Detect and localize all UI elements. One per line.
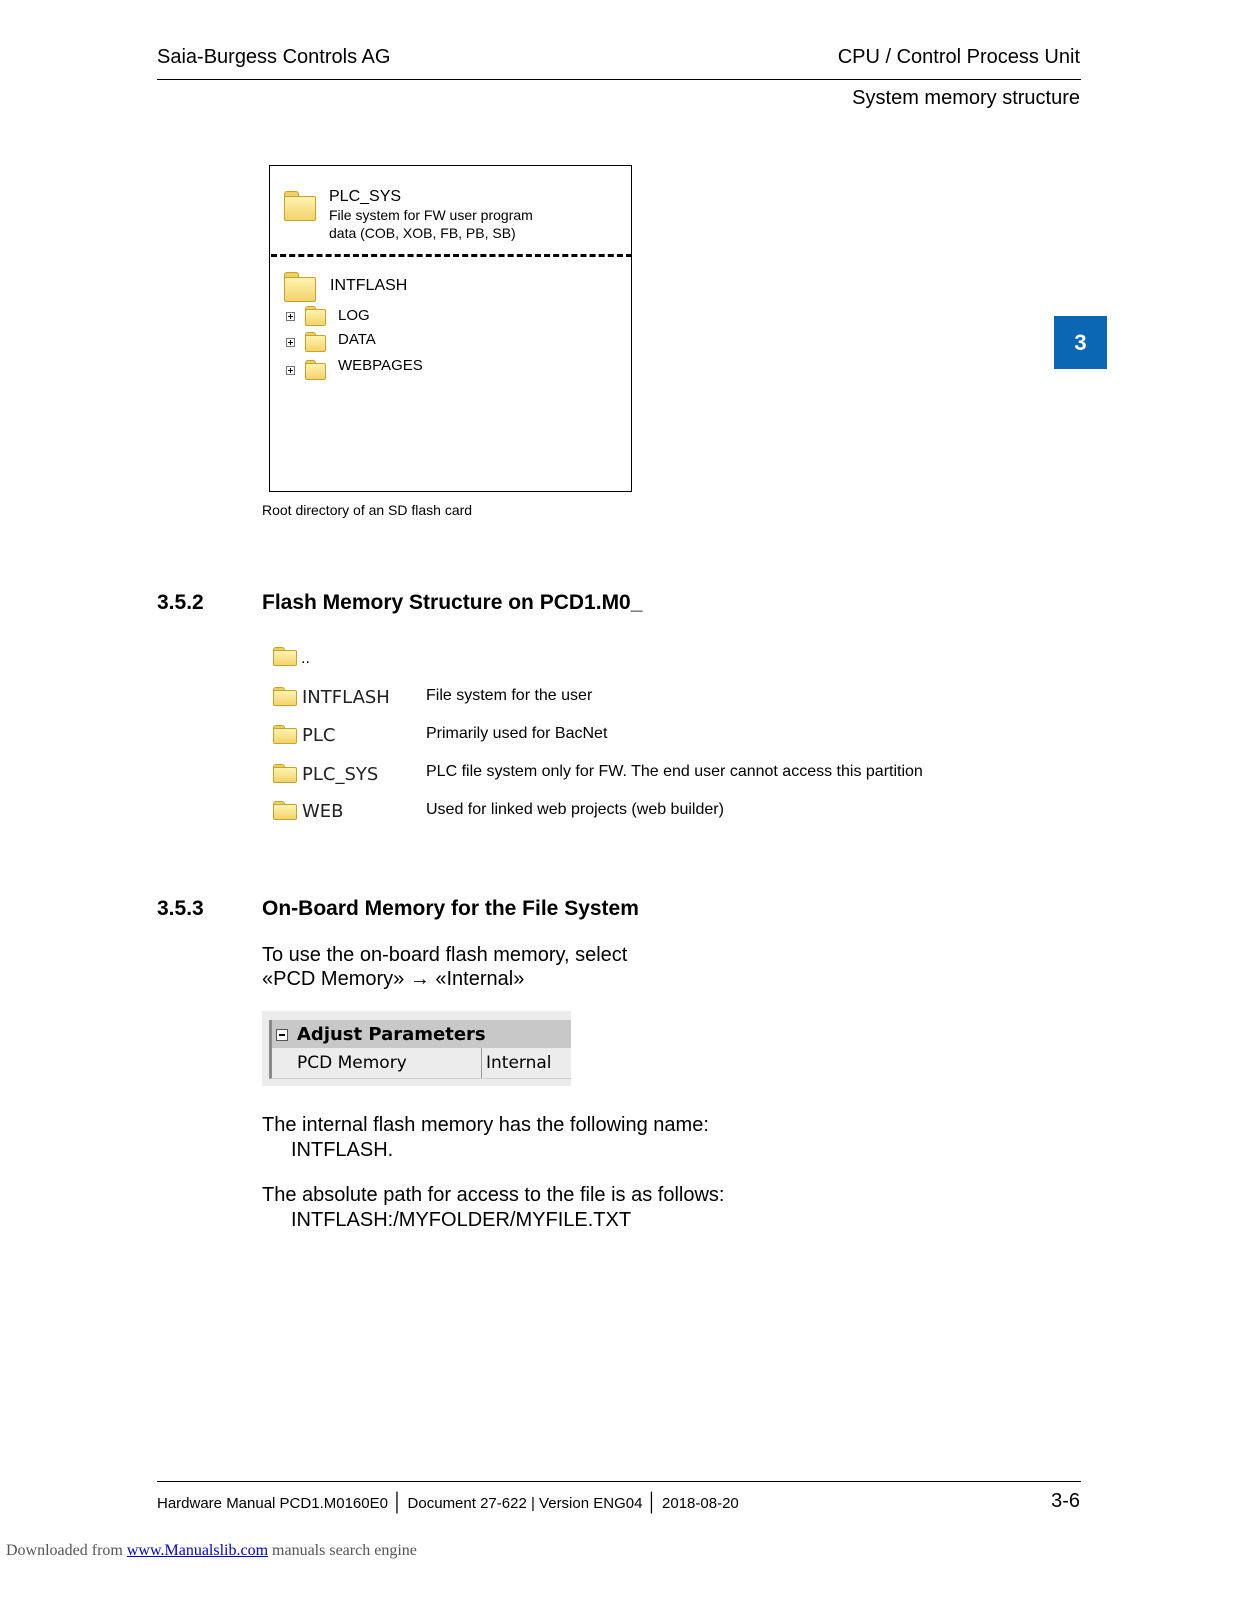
intflash-row-name: INTFLASH	[302, 687, 390, 708]
tree-item-log[interactable]: LOG	[338, 307, 370, 324]
plc-sys-desc-line1: File system for FW user program	[329, 207, 533, 223]
adjust-parameters-title: Adjust Parameters	[297, 1024, 486, 1045]
chapter-tab: 3	[1054, 316, 1107, 369]
web-row-desc: Used for linked web projects (web builder)	[426, 801, 724, 818]
instruction-line1: To use the on-board flash memory, select	[262, 944, 628, 966]
plc-sys-folder-icon	[284, 191, 316, 221]
partition-divider	[271, 254, 632, 257]
plc-sys-label: PLC_SYS	[329, 188, 402, 205]
plc-row-name: PLC	[302, 725, 336, 746]
tree-item-webpages[interactable]: WEBPAGES	[338, 357, 423, 374]
webpages-folder-icon	[305, 360, 326, 380]
section-number-352: 3.5.2	[157, 591, 204, 614]
section-number-353: 3.5.3	[157, 897, 204, 920]
path-paragraph-line2: INTFLASH:/MYFOLDER/MYFILE.TXT	[291, 1209, 632, 1231]
chapter-title: CPU / Control Process Unit	[837, 46, 1080, 68]
page-number: 3-6	[1051, 1490, 1080, 1512]
footer-rule	[157, 1481, 1081, 1482]
intflash-row-desc: File system for the user	[426, 687, 593, 704]
pcd-memory-value[interactable]: Internal	[486, 1053, 552, 1073]
expand-data-icon[interactable]	[286, 338, 295, 347]
download-suffix: manuals search engine	[268, 1542, 417, 1559]
intflash-folder-icon	[284, 272, 316, 302]
instruction-line2: «PCD Memory» → «Internal»	[262, 968, 525, 990]
manualslib-link[interactable]: www.Manualslib.com	[126, 1542, 269, 1559]
footer-separator: │	[646, 1492, 658, 1512]
plc-row-folder-icon	[273, 725, 297, 744]
tree-item-data[interactable]: DATA	[338, 331, 376, 348]
expand-webpages-icon[interactable]	[286, 366, 295, 375]
footer-document-info	[157, 1492, 739, 1513]
pcd-memory-label: PCD Memory	[297, 1053, 407, 1073]
data-folder-icon	[305, 332, 326, 352]
plc-sys-row-desc: PLC file system only for FW. The end user cannot access this partition	[426, 763, 923, 780]
footer-date: 2018-08-20	[662, 1495, 739, 1512]
footer-version: Version ENG04	[539, 1495, 643, 1512]
section-title-352: Flash Memory Structure on PCD1.M0_	[262, 591, 643, 614]
company-name: Saia-Burgess Controls AG	[157, 46, 391, 68]
section-title-353: On-Board Memory for the File System	[262, 897, 639, 920]
expand-log-icon[interactable]	[286, 312, 295, 321]
footer-separator: │	[392, 1492, 404, 1512]
intflash-row-folder-icon	[273, 687, 297, 706]
path-paragraph-line1: The absolute path for access to the file is as follows:	[262, 1184, 725, 1206]
download-notice	[6, 1542, 417, 1560]
name-paragraph-line1: The internal flash memory has the following name:	[262, 1114, 709, 1136]
web-row-name: WEB	[302, 801, 344, 822]
footer-document: Document 27-622	[407, 1495, 527, 1512]
section-heading: System memory structure	[852, 87, 1080, 109]
footer-manual: Hardware Manual PCD1.M0160E0	[157, 1495, 388, 1512]
parent-folder-icon	[273, 647, 297, 666]
download-prefix: Downloaded from	[6, 1542, 127, 1559]
intflash-label: INTFLASH	[330, 277, 408, 294]
diagram-caption: Root directory of an SD flash card	[262, 502, 473, 518]
parent-dir-label: ..	[301, 650, 310, 667]
log-folder-icon	[305, 306, 326, 326]
column-separator	[481, 1048, 482, 1078]
plc-sys-row-name: PLC_SYS	[302, 764, 379, 785]
plc-sys-desc-line2: data (COB, XOB, FB, PB, SB)	[329, 225, 516, 241]
footer-separator: |	[530, 1495, 535, 1512]
web-row-folder-icon	[273, 801, 297, 820]
name-paragraph-line2: INTFLASH.	[291, 1139, 394, 1161]
plc-row-desc: Primarily used for BacNet	[426, 725, 608, 742]
plc-sys-row-folder-icon	[273, 764, 297, 783]
header-rule	[157, 79, 1081, 80]
collapse-icon[interactable]	[276, 1029, 288, 1041]
